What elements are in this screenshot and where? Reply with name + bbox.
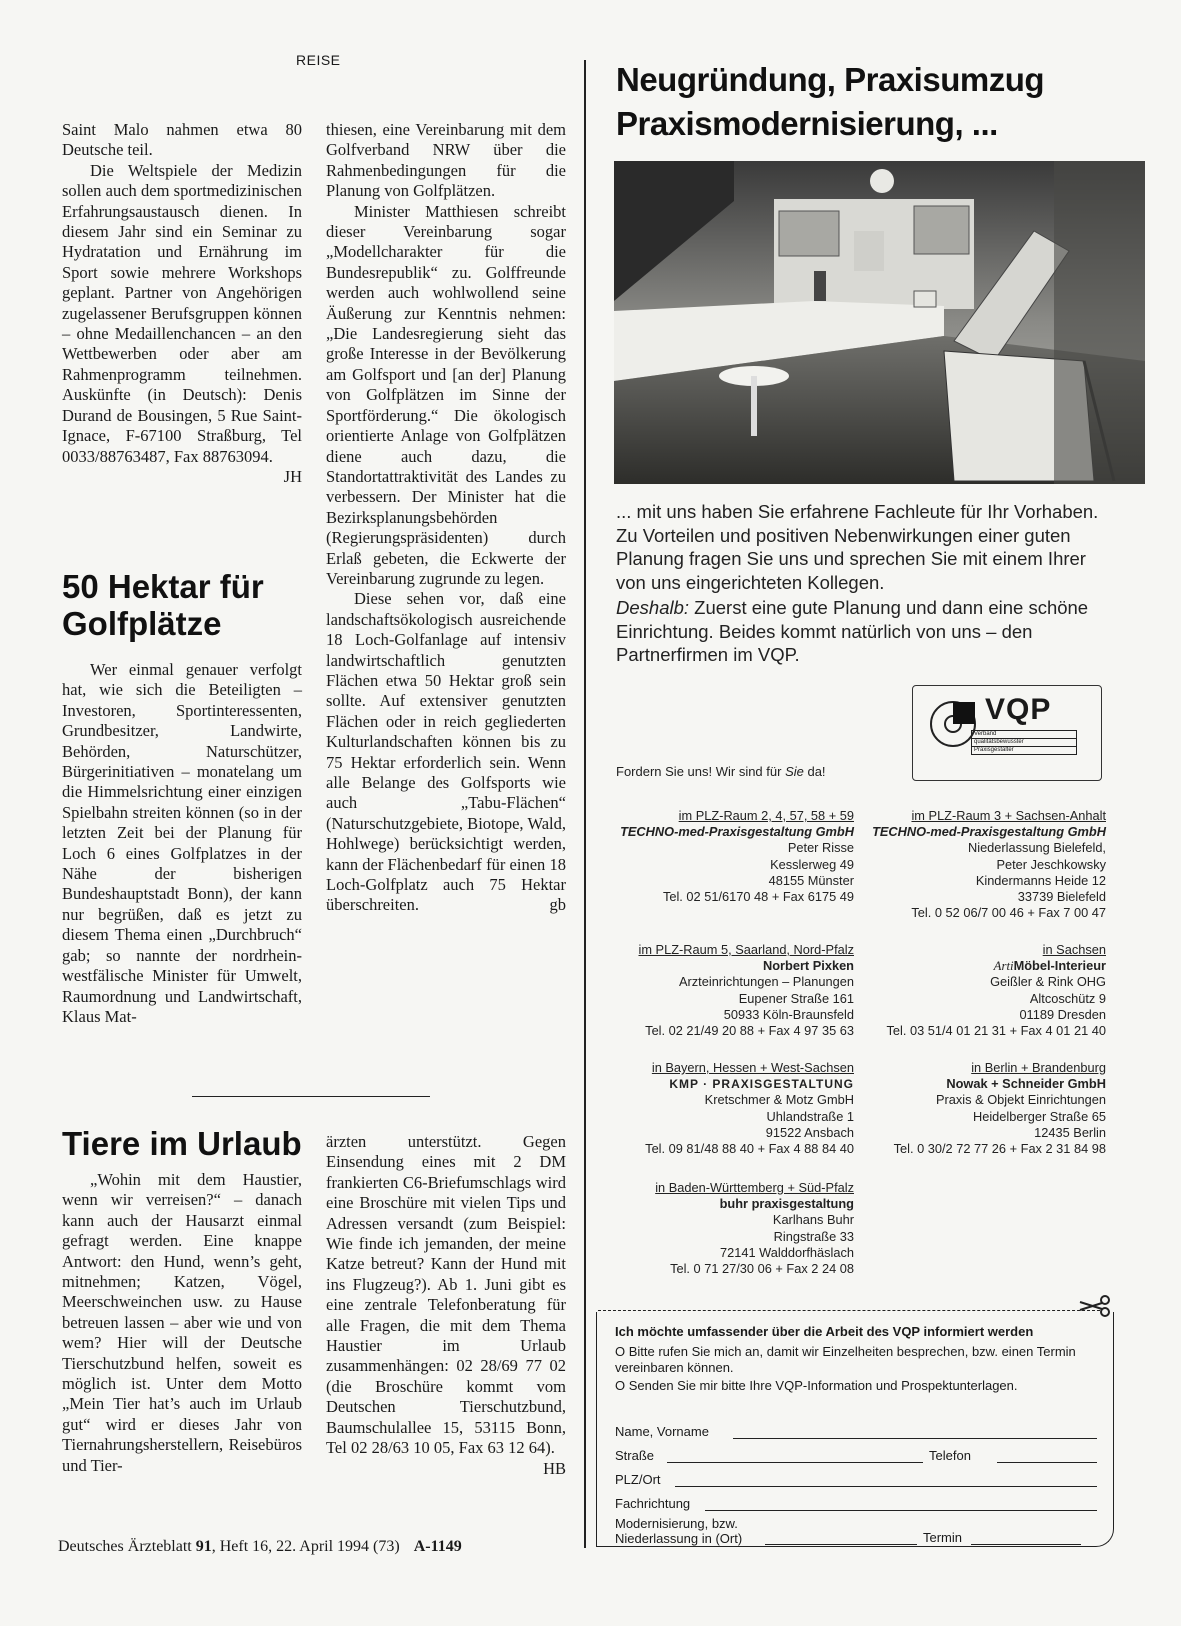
label-name: Name, Vorname <box>615 1424 709 1439</box>
golf-headline-line-1: 50 Hektar für <box>62 568 264 605</box>
address-line: Ringstraße 33 <box>773 1228 854 1244</box>
footer-journal: Deutsches Ärzteblatt <box>58 1538 192 1555</box>
ad-vertical-divider <box>584 60 586 1548</box>
ad-call-to-action <box>616 764 826 779</box>
vqp-logo-sub-3: Praxisgestalter <box>974 747 1014 753</box>
address-line: Geißler & Rink OHG <box>990 974 1106 990</box>
address-phone: Tel. 02 21/49 20 88 + Fax 4 97 35 63 <box>645 1023 854 1039</box>
golf-headline <box>62 568 312 642</box>
ad-deshalb-label: Deshalb: <box>616 597 690 618</box>
label-phone: Telefon <box>929 1448 971 1463</box>
label-date: Termin <box>923 1530 963 1545</box>
address-line: 48155 Münster <box>768 872 854 888</box>
address-line: 72141 Walddorfhäslach <box>720 1244 854 1260</box>
address-line: Uhlandstraße 1 <box>766 1108 854 1124</box>
address-region: in Sachsen <box>1042 942 1106 957</box>
intro-paragraph-2-text: Die Weltspiele der Medizin sollen auch dem sportmedizinischen Erfahrungsaustausch dienen. In diesem Jahr sind ein Seminar zu Hydratation und Ernährung im Sport sowie mehrere Workshops geplant. Partner von Angehörigen zugelassener Berufsgruppen können – ohne Medaillenchancen – an den Wettbewerben oder aber am Rahmenprogramm teilnehmen. Auskünfte (in Deutsch): Denis Durand de Bousingen, 5 Rue Saint-Ignace, F-67100 Straßburg, Tel 0033/88763487, Fax 88763094. <box>62 160 302 466</box>
golf-paragraph-1: Wer einmal genauer verfolgt hat, wie sich die Beteiligten – Investoren, Sportinteressenten, Grundbesitzer, Landwirte, Behörden, Naturschützer, Bürgerinitiativen – monatelang um die Himmelsrichtung einer einzigen Spielbahn streiten können (so in der letzten Zeit bei der Planung für Loch 6 eines Golfplatzes in der Nähe der bisherigen Bundeshauptstadt Bonn), der kann nur begrüßen, daß es jetzt zu diesem Thema einen „Durchbruch“ gab; so nannte der nordrhein-westfälische Minister für Umwelt, Raumordnung und Landwirtschaft, Klaus Mat- <box>62 660 302 1026</box>
address-firm: Möbel-Interieur <box>1013 958 1106 974</box>
article-separator <box>192 1096 430 1097</box>
vqp-logo-subtitle <box>971 730 1077 755</box>
page-footer <box>58 1538 462 1556</box>
label-modernization-line-2: Niederlassung in (Ort) <box>615 1531 743 1546</box>
golf-paragraph-3: Minister Matthiesen schreibt dieser Vereinbarung sogar „Modellcharakter für die Bundesrepublik“ zu. Golffreunde werden auch wohlwollend seine Äußerung zur Kenntnis nehmen: „Die Landesregierung sieht das große Interesse in der Bevölkerung am Golfsport und [an der] Planung von Golfplätzen im Sinne der Sportförderung.“ Die ökologisch orientierte Anlage von Golfplätzen diene auch dazu, die Standortattraktivität des Landes zu verbessern. Der Minister hat die Bezirksplanungsbehörden (Regierungspräsidenten) durch Erlaß gebeten, die Eckwerte der Vereinbarung zugrunde zu legen. <box>326 201 566 588</box>
address-block-muenster <box>606 808 854 905</box>
address-firm: KMP · PRAXISGESTALTUNG <box>669 1077 854 1092</box>
address-line: Kretschmer & Motz GmbH <box>704 1092 854 1108</box>
address-firm: Nowak + Schneider GmbH <box>946 1076 1106 1092</box>
practice-room-photo <box>614 161 1145 484</box>
address-region: in Berlin + Brandenburg <box>971 1060 1106 1075</box>
intro-signature: JH <box>283 466 302 486</box>
label-street: Straße <box>615 1448 655 1463</box>
vqp-logo-sub-1: Verband <box>972 731 1076 739</box>
address-region: im PLZ-Raum 5, Saarland, Nord-Pfalz <box>638 942 854 957</box>
tiere-paragraph-2 <box>326 1132 566 1478</box>
address-line: Heidelberger Straße 65 <box>972 1108 1106 1124</box>
golf-signature: gb <box>549 895 566 915</box>
address-region: in Baden-Württemberg + Süd-Pfalz <box>655 1180 854 1195</box>
address-firm: buhr praxisgestaltung <box>719 1196 854 1212</box>
address-line: 91522 Ansbach <box>765 1124 854 1140</box>
address-line: Peter Jeschkowsky <box>996 856 1106 872</box>
golf-article-column-2 <box>326 120 566 916</box>
address-region: im PLZ-Raum 3 + Sachsen-Anhalt <box>911 808 1106 823</box>
footer-issue: , Heft 16, 22. April 1994 (73) <box>211 1538 400 1555</box>
golf-paragraph-4-text: Diese sehen vor, daß eine landschaftsökologisch ausreichende 18 Loch-Golfanlage auf intensiv landwirtschaftlich genutzten Flächen etwa 50 Hektar groß sein sollte. Auf extensiver genutzten Flächen oder in reich gegliederten Kulturlandschaften können bis zu 75 Hektar erforderlich sein. Wenn alle Belange des Golfsports wie auch „Tabu-Flächen“ (Naturschutzgebiete, Biotope, Wald, Hohlwege) berücksichtigt werden, kann der Flächenbedarf für einen 18 Loch-Golfplatz auch 75 Hektar überschreiten. <box>326 589 566 915</box>
label-zip-city: PLZ/Ort <box>615 1472 661 1487</box>
arti-logo-text: Arti <box>993 959 1014 974</box>
address-block-berlin <box>862 1060 1106 1157</box>
specialty-field[interactable] <box>705 1510 1097 1511</box>
address-phone: Tel. 0 52 06/7 00 46 + Fax 7 00 47 <box>911 905 1106 921</box>
tiere-headline: Tiere im Urlaub <box>62 1125 302 1162</box>
address-phone: Tel. 0 71 27/30 06 + Fax 2 24 08 <box>670 1261 854 1277</box>
zip-city-field[interactable] <box>675 1486 1097 1487</box>
ad-headline <box>616 58 1044 146</box>
column-1-intro <box>62 120 302 487</box>
address-line: Karlhans Buhr <box>772 1212 854 1228</box>
address-region: in Bayern, Hessen + West-Sachsen <box>651 1060 854 1075</box>
address-line: Kesslerweg 49 <box>770 856 854 872</box>
address-line: Praxis & Objekt Einrichtungen <box>936 1092 1106 1108</box>
address-block-ansbach <box>606 1060 854 1157</box>
golf-paragraph-2: thiesen, eine Vereinbarung mit dem Golfverband NRW über die Rahmenbedingungen für die Planung von Golfplätzen. <box>326 120 566 201</box>
date-field[interactable] <box>971 1544 1081 1545</box>
address-block-bielefeld <box>862 808 1106 921</box>
cta-em: Sie <box>785 764 804 779</box>
label-modernization-line-1: Modernisierung, bzw. <box>615 1516 738 1531</box>
label-specialty: Fachrichtung <box>615 1496 691 1511</box>
address-line: 01189 Dresden <box>1019 1006 1106 1022</box>
address-block-dresden <box>862 942 1106 1039</box>
intro-paragraph-2 <box>62 160 302 486</box>
ad-deshalb-text: Zuerst eine gute Planung und dann eine schöne Einrichtung. Beides kommt natürlich von uns – den Partnerfirmen im VQP. <box>616 597 1089 665</box>
coupon-option-call[interactable]: O Bitte rufen Sie mich an, damit wir Einzelheiten besprechen, bzw. einen Termin vereinbaren können. <box>615 1344 1076 1375</box>
name-field[interactable] <box>733 1438 1097 1439</box>
address-firm: TECHNO-med-Praxisgestaltung GmbH <box>872 824 1106 840</box>
tiere-article-column-1 <box>62 1170 302 1476</box>
address-line: Kindermanns Heide 12 <box>975 872 1106 888</box>
vqp-logo-box <box>912 685 1102 781</box>
address-phone: Tel. 09 81/48 88 40 + Fax 4 88 84 40 <box>645 1141 854 1157</box>
coupon-cut-line <box>598 1310 1100 1311</box>
coupon-option-send[interactable]: O Senden Sie mir bitte Ihre VQP-Information und Prospektunterlagen. <box>615 1378 1018 1393</box>
coupon-form <box>596 1312 1114 1547</box>
tiere-paragraph-2-text: ärzten unterstützt. Gegen Einsendung eines mit 2 DM frankierten C6-Briefumschlags wird eine Broschüre mit vielen Tips und Adressen versandt (zum Beispiel: Wie finde ich jemanden, der meine Katze betreut? Kann der Hund mit ins Flugzeug?). Ab 1. Juni gibt es eine zentrale Telefonberatung für alle Fragen, die mit dem Thema Haustier im Urlaub zusammenhängen: 02 28/69 77 02 (die Broschüre kommt vom Deutschen Tierschutzbund, Baumschulallee 15, 53115 Bonn, Tel 02 28/63 10 05, Fax 63 12 64). <box>326 1132 566 1458</box>
ad-headline-line-1: Neugründung, Praxisumzug <box>616 61 1045 98</box>
address-block-walddorfhaeslach <box>606 1180 854 1277</box>
address-firm: TECHNO-med-Praxisgestaltung GmbH <box>620 824 854 840</box>
tiere-article-column-2 <box>326 1132 566 1479</box>
ad-headline-line-2: Praxismodernisierung, ... <box>616 105 998 142</box>
tiere-paragraph-1: „Wohin mit dem Haustier, wenn wir verreisen?“ – danach kann auch der Hausarzt einmal gefragt werden. Eine knappe Antwort: den Hund, wenn’s geht, mitnehmen; Katzen, Vögel, Meerschweinchen usw. zu Hause betreuen lassen – aber wie und von wem? Hier will der Deutsche Tierschutzbund helfen, soweit es möglich ist. Unter dem Motto „Mein Tier hat’s auch im Urlaub gut“ wird er dieses Jahr von Tiernahrungsherstellern, Reisebüros und Tier- <box>62 1170 302 1475</box>
ad-deshalb <box>616 596 1108 667</box>
address-line: Niederlassung Bielefeld, <box>967 840 1106 856</box>
footer-page-number: A-1149 <box>413 1538 462 1555</box>
coupon-title: Ich möchte umfassender über die Arbeit des VQP informiert werden <box>615 1324 1034 1339</box>
address-line: Altcoschütz 9 <box>1029 990 1106 1006</box>
label-modernization <box>615 1516 742 1546</box>
street-field[interactable] <box>667 1462 923 1463</box>
address-line: Arzteinrichtungen – Planungen <box>678 974 854 990</box>
address-region: im PLZ-Raum 2, 4, 57, 58 + 59 <box>678 808 854 823</box>
intro-paragraph-1: Saint Malo nahmen etwa 80 Deutsche teil. <box>62 120 302 160</box>
address-firm: Norbert Pixken <box>762 958 854 974</box>
footer-volume: 91 <box>195 1538 212 1555</box>
phone-field[interactable] <box>997 1462 1097 1463</box>
tiere-signature: HB <box>543 1458 566 1478</box>
address-block-koeln <box>606 942 854 1039</box>
address-phone: Tel. 0 30/2 72 77 26 + Fax 2 31 84 98 <box>893 1141 1106 1157</box>
address-line: Peter Risse <box>787 840 854 856</box>
vqp-logo-sub-2: qualitätsbewusster <box>972 739 1076 747</box>
address-line: 33739 Bielefeld <box>1017 889 1106 905</box>
address-line: 12435 Berlin <box>1034 1124 1106 1140</box>
section-label: REISE <box>296 52 341 68</box>
cta-post: da! <box>803 764 826 779</box>
ad-intro: ... mit uns haben Sie erfahrene Fachleute für Ihr Vorhaben. Zu Vorteilen und positiven Nebenwirkungen einer guten Planung fragen Sie uns und sprechen Sie mit einem Ihrer von uns eingerichteten Kollegen. <box>616 501 1099 593</box>
address-phone: Tel. 03 51/4 01 21 31 + Fax 4 01 21 40 <box>886 1023 1106 1039</box>
cta-pre: Fordern Sie uns! Wir sind für <box>616 764 786 779</box>
location-field[interactable] <box>765 1544 917 1545</box>
address-line: Eupener Straße 161 <box>738 990 854 1006</box>
address-phone: Tel. 02 51/6170 48 + Fax 6175 49 <box>662 889 854 905</box>
golf-paragraph-4 <box>326 589 566 916</box>
address-line: 50933 Köln-Braunsfeld <box>723 1006 854 1022</box>
golf-article-column-1 <box>62 660 302 1027</box>
vqp-logo-text: VQP <box>985 693 1052 726</box>
golf-headline-line-2: Golfplätze <box>62 605 222 642</box>
